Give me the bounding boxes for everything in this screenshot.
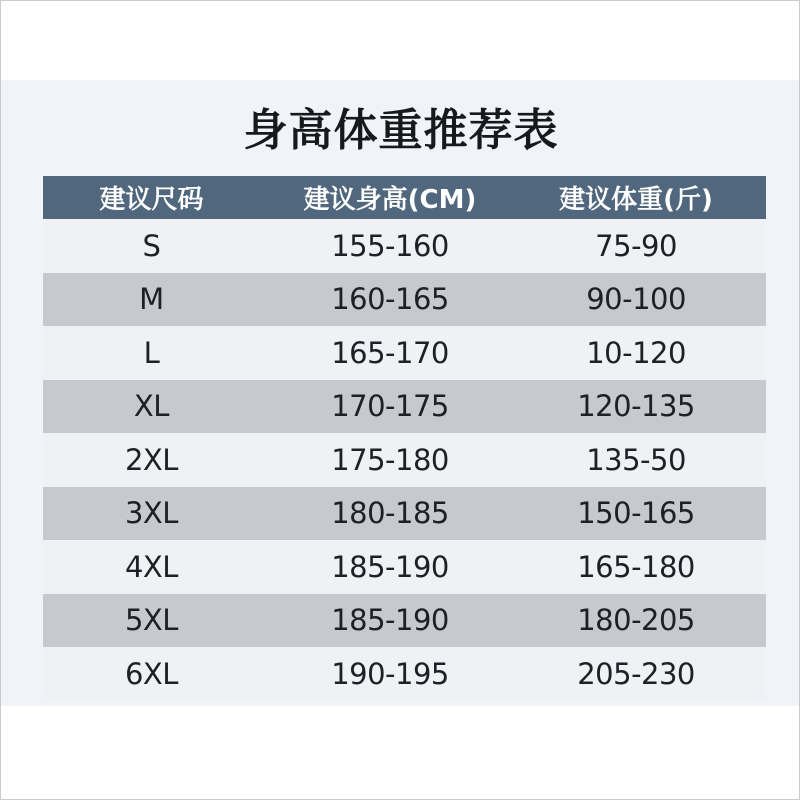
column-header-height: 建议身高(CM)	[303, 185, 477, 215]
height-cell: 165-170	[331, 335, 449, 370]
size-cell: 6XL	[124, 656, 178, 691]
size-cell: XL	[133, 389, 169, 424]
weight-cell: 90-100	[586, 282, 686, 317]
height-cell: 185-190	[331, 549, 449, 584]
weight-cell: 205-230	[577, 656, 695, 691]
height-cell: 175-180	[331, 442, 449, 477]
table-row	[43, 540, 766, 594]
weight-cell: 150-165	[577, 496, 695, 531]
table-row	[43, 219, 766, 273]
weight-cell: 120-135	[577, 389, 695, 424]
table-row	[43, 433, 766, 487]
size-cell: M	[139, 282, 164, 317]
table-header-row	[43, 176, 766, 219]
page-title: 身高体重推荐表	[243, 105, 559, 156]
column-header-weight: 建议体重(斤)	[559, 185, 713, 215]
weight-cell: 165-180	[577, 549, 695, 584]
size-cell: 5XL	[124, 603, 178, 638]
chart-panel	[1, 80, 800, 706]
weight-cell: 10-120	[586, 335, 686, 370]
size-table	[43, 176, 766, 701]
table-row	[43, 647, 766, 701]
table-row	[43, 594, 766, 648]
height-cell: 155-160	[331, 228, 449, 263]
weight-cell: 180-205	[577, 603, 695, 638]
table-row	[43, 487, 766, 541]
size-cell: 3XL	[124, 496, 178, 531]
height-cell: 185-190	[331, 603, 449, 638]
height-cell: 160-165	[331, 282, 449, 317]
table-row	[43, 326, 766, 380]
height-cell: 180-185	[331, 496, 449, 531]
weight-cell: 135-50	[586, 442, 686, 477]
weight-cell: 75-90	[595, 228, 677, 263]
size-cell: 2XL	[124, 442, 178, 477]
height-cell: 170-175	[331, 389, 449, 424]
size-cell: L	[143, 335, 160, 370]
column-header-size: 建议尺码	[99, 185, 204, 215]
size-cell: 4XL	[124, 549, 178, 584]
size-cell: S	[142, 228, 161, 263]
height-cell: 190-195	[331, 656, 449, 691]
table-row	[43, 273, 766, 327]
table-row	[43, 380, 766, 434]
